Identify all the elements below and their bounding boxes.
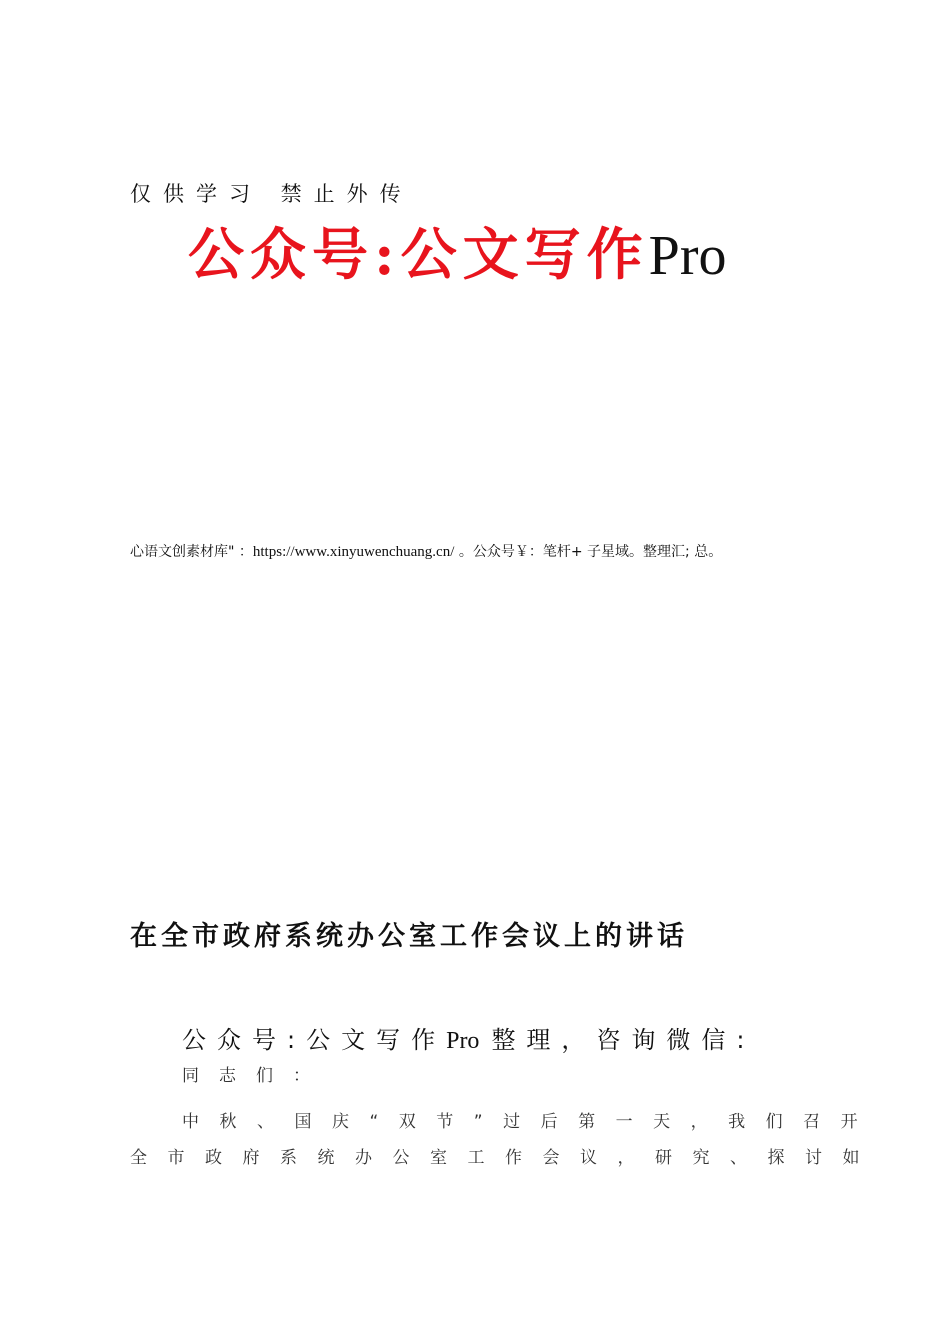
- notice-text: 仅供学习 禁止外传: [130, 182, 413, 206]
- organizer-prefix: 公众号:公文写作: [182, 1026, 447, 1054]
- body-line-1: 中秋、国庆“双节”过后第一天，我们召开: [182, 1112, 879, 1132]
- salutation: 同志们：: [182, 1066, 330, 1086]
- banner-pro: Pro: [648, 225, 727, 287]
- body-line-2: 全市政府系统办公室工作会议，研究、探讨如: [130, 1148, 880, 1168]
- source-suffix: 。公众号￥：笔杆+ 子星域。整理汇; 总。: [454, 544, 723, 560]
- source-url-link[interactable]: https://www.xinyuwenchuang.cn/: [252, 544, 455, 560]
- organizer-line: [182, 1020, 756, 1055]
- banner-chinese: 公众号:公文写作: [188, 222, 649, 288]
- source-prefix: 心语文创素材库" ：: [130, 544, 253, 560]
- organizer-pro: Pro: [446, 1028, 480, 1054]
- source-line: [130, 541, 722, 561]
- document-title: 在全市政府系统办公室工作会议上的讲话: [130, 921, 688, 952]
- organizer-suffix: 整理，咨询微信:: [491, 1026, 756, 1054]
- banner-heading: [188, 222, 726, 290]
